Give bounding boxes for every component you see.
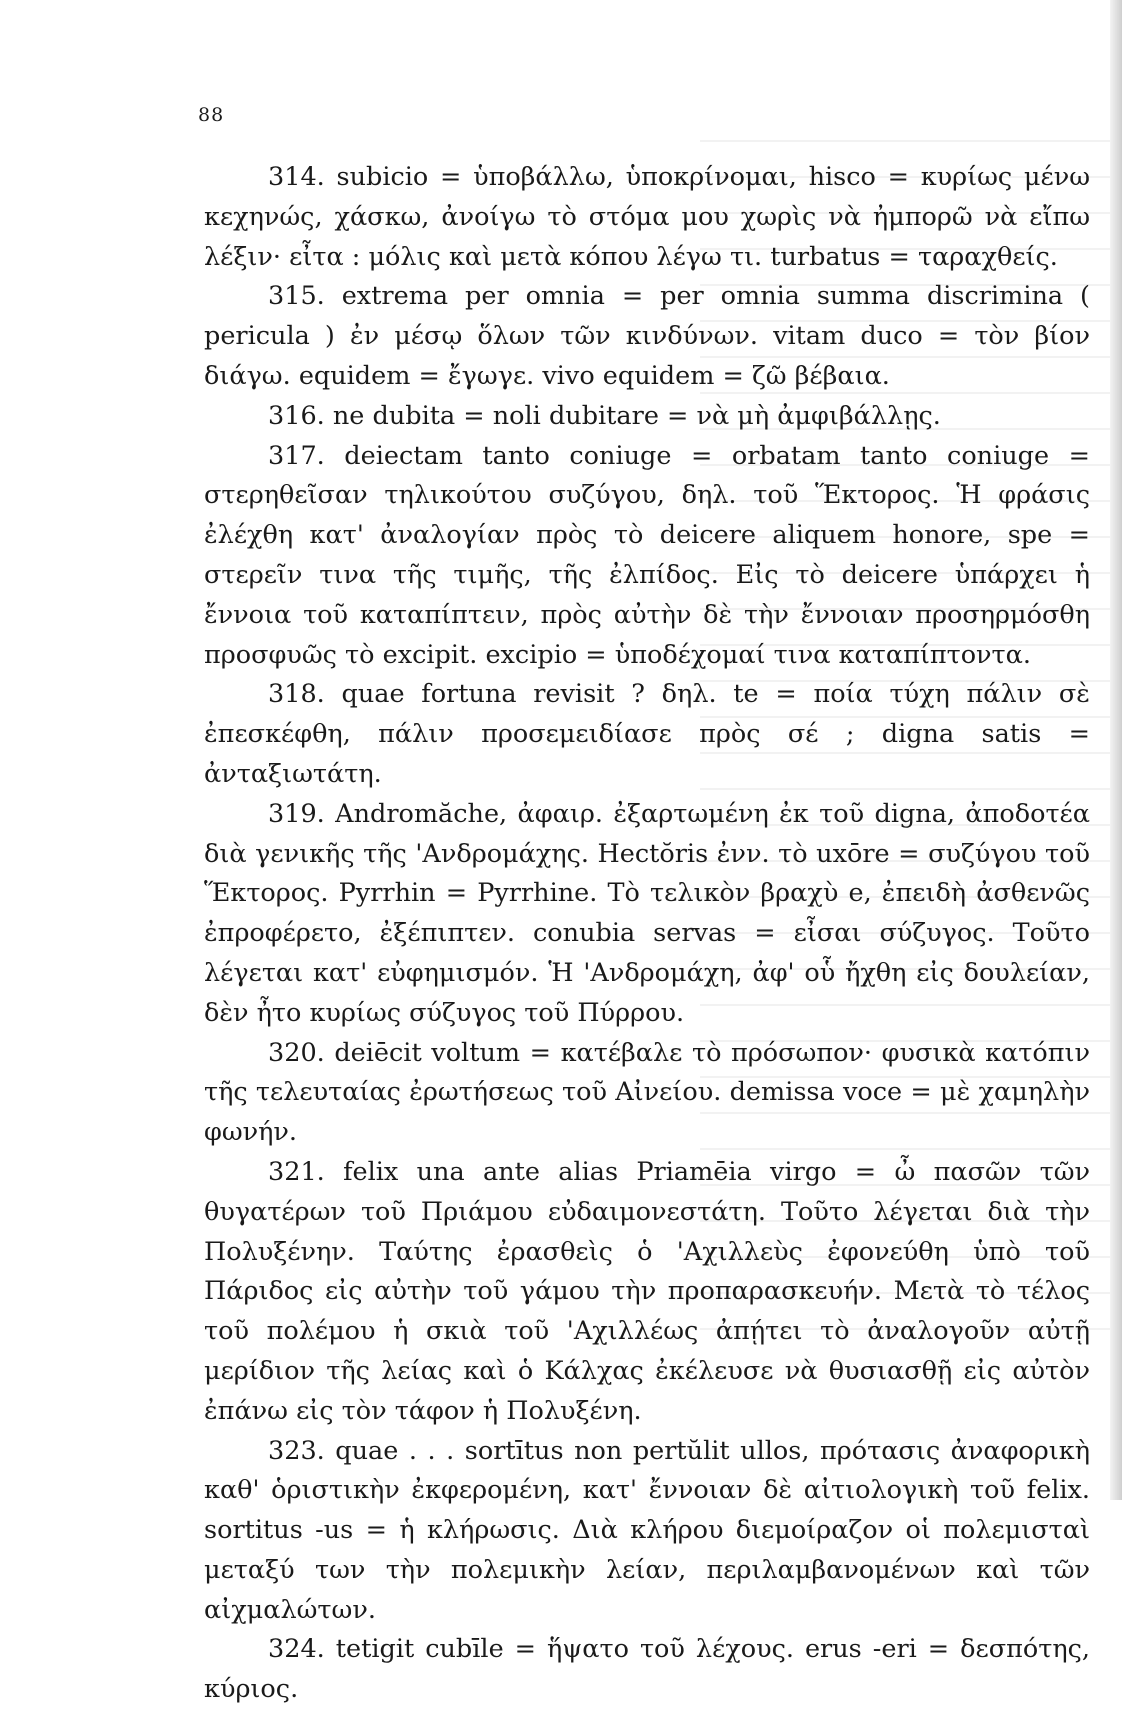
note-318: 318. quae fortuna revisit ? δηλ. te = ποία τύχη πάλιν σὲ ἐπεσκέφθη, πάλιν προσεμειδίασε πρὸς σέ ; digna satis = ἀνταξιωτάτη. xyxy=(204,679,1090,789)
commentary-text xyxy=(204,158,1090,1710)
page-number: 88 xyxy=(198,104,225,126)
note-319: 319. Andromăche, ἀφαιρ. ἐξαρτωμένη ἐκ τοῦ digna, ἀποδοτέα διὰ γενικῆς τῆς 'Ανδρομάχης. Hectŏris ἐνν. τὸ uxōre = συζύγου τοῦ Ἕκτορος. Pyrrhin = Pyrrhine. Τὸ τελικὸν βραχὺ e, ἐπειδὴ ἀσθενῶς ἐπροφέρετο, ἐξέπιπτεν. conubia servas = εἶσαι σύζυγος. Τοῦτο λέγεται κατ' εὐφημισμόν. Ἡ 'Ανδρομάχη, ἀφ' οὗ ἤχθη εἰς δουλείαν, δὲν ἦτο κυρίως σύζυγος τοῦ Πύρρου. xyxy=(204,798,1090,1028)
page-edge-shadow xyxy=(1110,0,1122,1500)
note-316: 316. ne dubita = noli dubitare = νὰ μὴ ἀμφιβάλλῃς. xyxy=(268,400,941,431)
note-315: 315. extrema per omnia = per omnia summa discrimina ( pericula ) ἐν μέσῳ ὅλων τῶν κινδύνων. vitam duco = τὸν βίον διάγω. equidem = ἔγωγε. vivo equidem = ζῶ βέβαια. xyxy=(204,281,1090,391)
note-321: 321. felix una ante alias Priamēia virgo = ὦ πασῶν τῶν θυγατέρων τοῦ Πριάμου εὐδαιμονεστάτη. Τοῦτο λέγεται διὰ τὴν Πολυξένην. Ταύτης ἐρασθεὶς ὁ 'Αχιλλεὺς ἐφονεύθη ὑπὸ τοῦ Πάριδος εἰς αὐτὴν τοῦ γάμου τὴν προπαρασκευήν. Μετὰ τὸ τέλος τοῦ πολέμου ἡ σκιὰ τοῦ 'Αχιλλέως ἀπῄτει τὸ ἀναλογοῦν αὐτῇ μερίδιον τῆς λείας καὶ ὁ Κάλχας ἐκέλευσε νὰ θυσιασθῇ εἰς αὐτὸν ἐπάνω εἰς τὸν τάφον ἡ Πολυξένη. xyxy=(204,1156,1090,1426)
note-314: 314. subicio = ὑποβάλλω, ὑποκρίνομαι, hisco = κυρίως μένω κεχηνώς, χάσκω, ἀνοίγω τὸ στόμα μου χωρὶς νὰ ἠμπορῶ νὰ εἴπω λέξιν· εἶτα : μόλις καὶ μετὰ κόπου λέγω τι. turbatus = ταραχθείς. xyxy=(204,162,1090,272)
note-320: 320. deiēcit voltum = κατέβαλε τὸ πρόσωπον· φυσικὰ κατόπιν τῆς τελευταίας ἐρωτήσεως τοῦ Αἰνείου. demissa voce = μὲ χαμηλὴν φωνήν. xyxy=(204,1037,1090,1148)
note-324: 324. tetigit cubīle = ἥψατο τοῦ λέχους. erus -eri = δεσπότης, κύριος. xyxy=(204,1634,1090,1705)
note-323: 323. quae . . . sortītus non pertŭlit ullos, πρότασις ἀναφορικὴ καθ' ὁριστικὴν ἐκφερομένη, κατ' ἔννοιαν δὲ αἰτιολογικὴ τοῦ felix. sortitus -us = ἡ κλήρωσις. Διὰ κλήρου διεμοίραζον οἱ πολεμισταὶ μεταξύ των τὴν πολεμικὴν λείαν, περιλαμβανομένων καὶ τῶν αἰχμαλώτων. xyxy=(204,1435,1090,1625)
note-317: 317. deiectam tanto coniuge = orbatam tanto coniuge = στερηθεῖσαν τηλικούτου συζύγου, δηλ. τοῦ Ἕκτορος. Ἡ φράσις ἐλέχθη κατ' ἀναλογίαν πρὸς τὸ deicere aliquem honore, spe = στερεῖν τινα τῆς τιμῆς, τῆς ἐλπίδος. Εἰς τὸ deicere ὑπάρχει ἡ ἔννοια τοῦ καταπίπτειν, πρὸς αὐτὴν δὲ τὴν ἔννοιαν προσηρμόσθη προσφυῶς τὸ excipit. excipio = ὑποδέχομαί τινα καταπίπτοντα. xyxy=(204,440,1090,670)
